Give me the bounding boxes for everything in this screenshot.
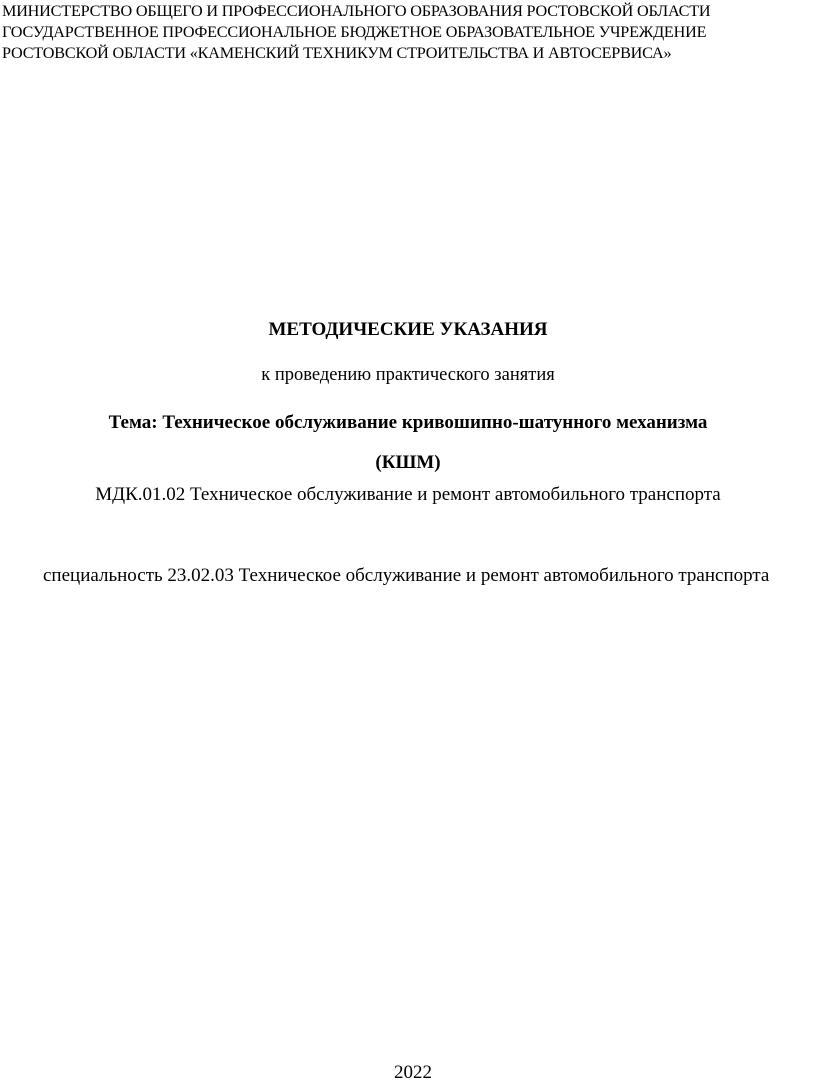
topic-block: [0, 403, 816, 483]
document-year: 2022: [394, 1062, 432, 1083]
topic-line: Тема: Техническое обслуживание кривошипно-шатунного механизма: [108, 412, 708, 433]
header-institution-name: РОСТОВСКОЙ ОБЛАСТИ «КАМЕНСКИЙ ТЕХНИКУМ СТРОИТЕЛЬСТВА И АВТОСЕРВИСА»: [2, 44, 672, 62]
speciality-text: специальность 23.02.03 Техническое обслуживание и ремонт автомобильного транспорта: [43, 565, 770, 586]
mdk-course: МДК.01.02 Техническое обслуживание и ремонт автомобильного транспорта: [95, 484, 721, 505]
header-ministry: МИНИСТЕРСТВО ОБЩЕГО И ПРОФЕССИОНАЛЬНОГО ОБРАЗОВАНИЯ РОСТОВСКОЙ ОБЛАСТИ: [2, 2, 711, 20]
document-title: МЕТОДИЧЕСКИЕ УКАЗАНИЯ: [268, 319, 548, 340]
institution-header: [2, 1, 814, 64]
document-subtitle: к проведению практического занятия: [261, 365, 555, 385]
topic-abbreviation: (КШМ): [375, 452, 441, 473]
header-institution-type: ГОСУДАРСТВЕННОЕ ПРОФЕССИОНАЛЬНОЕ БЮДЖЕТНОЕ ОБРАЗОВАТЕЛЬНОЕ УЧРЕЖДЕНИЕ: [2, 23, 707, 41]
